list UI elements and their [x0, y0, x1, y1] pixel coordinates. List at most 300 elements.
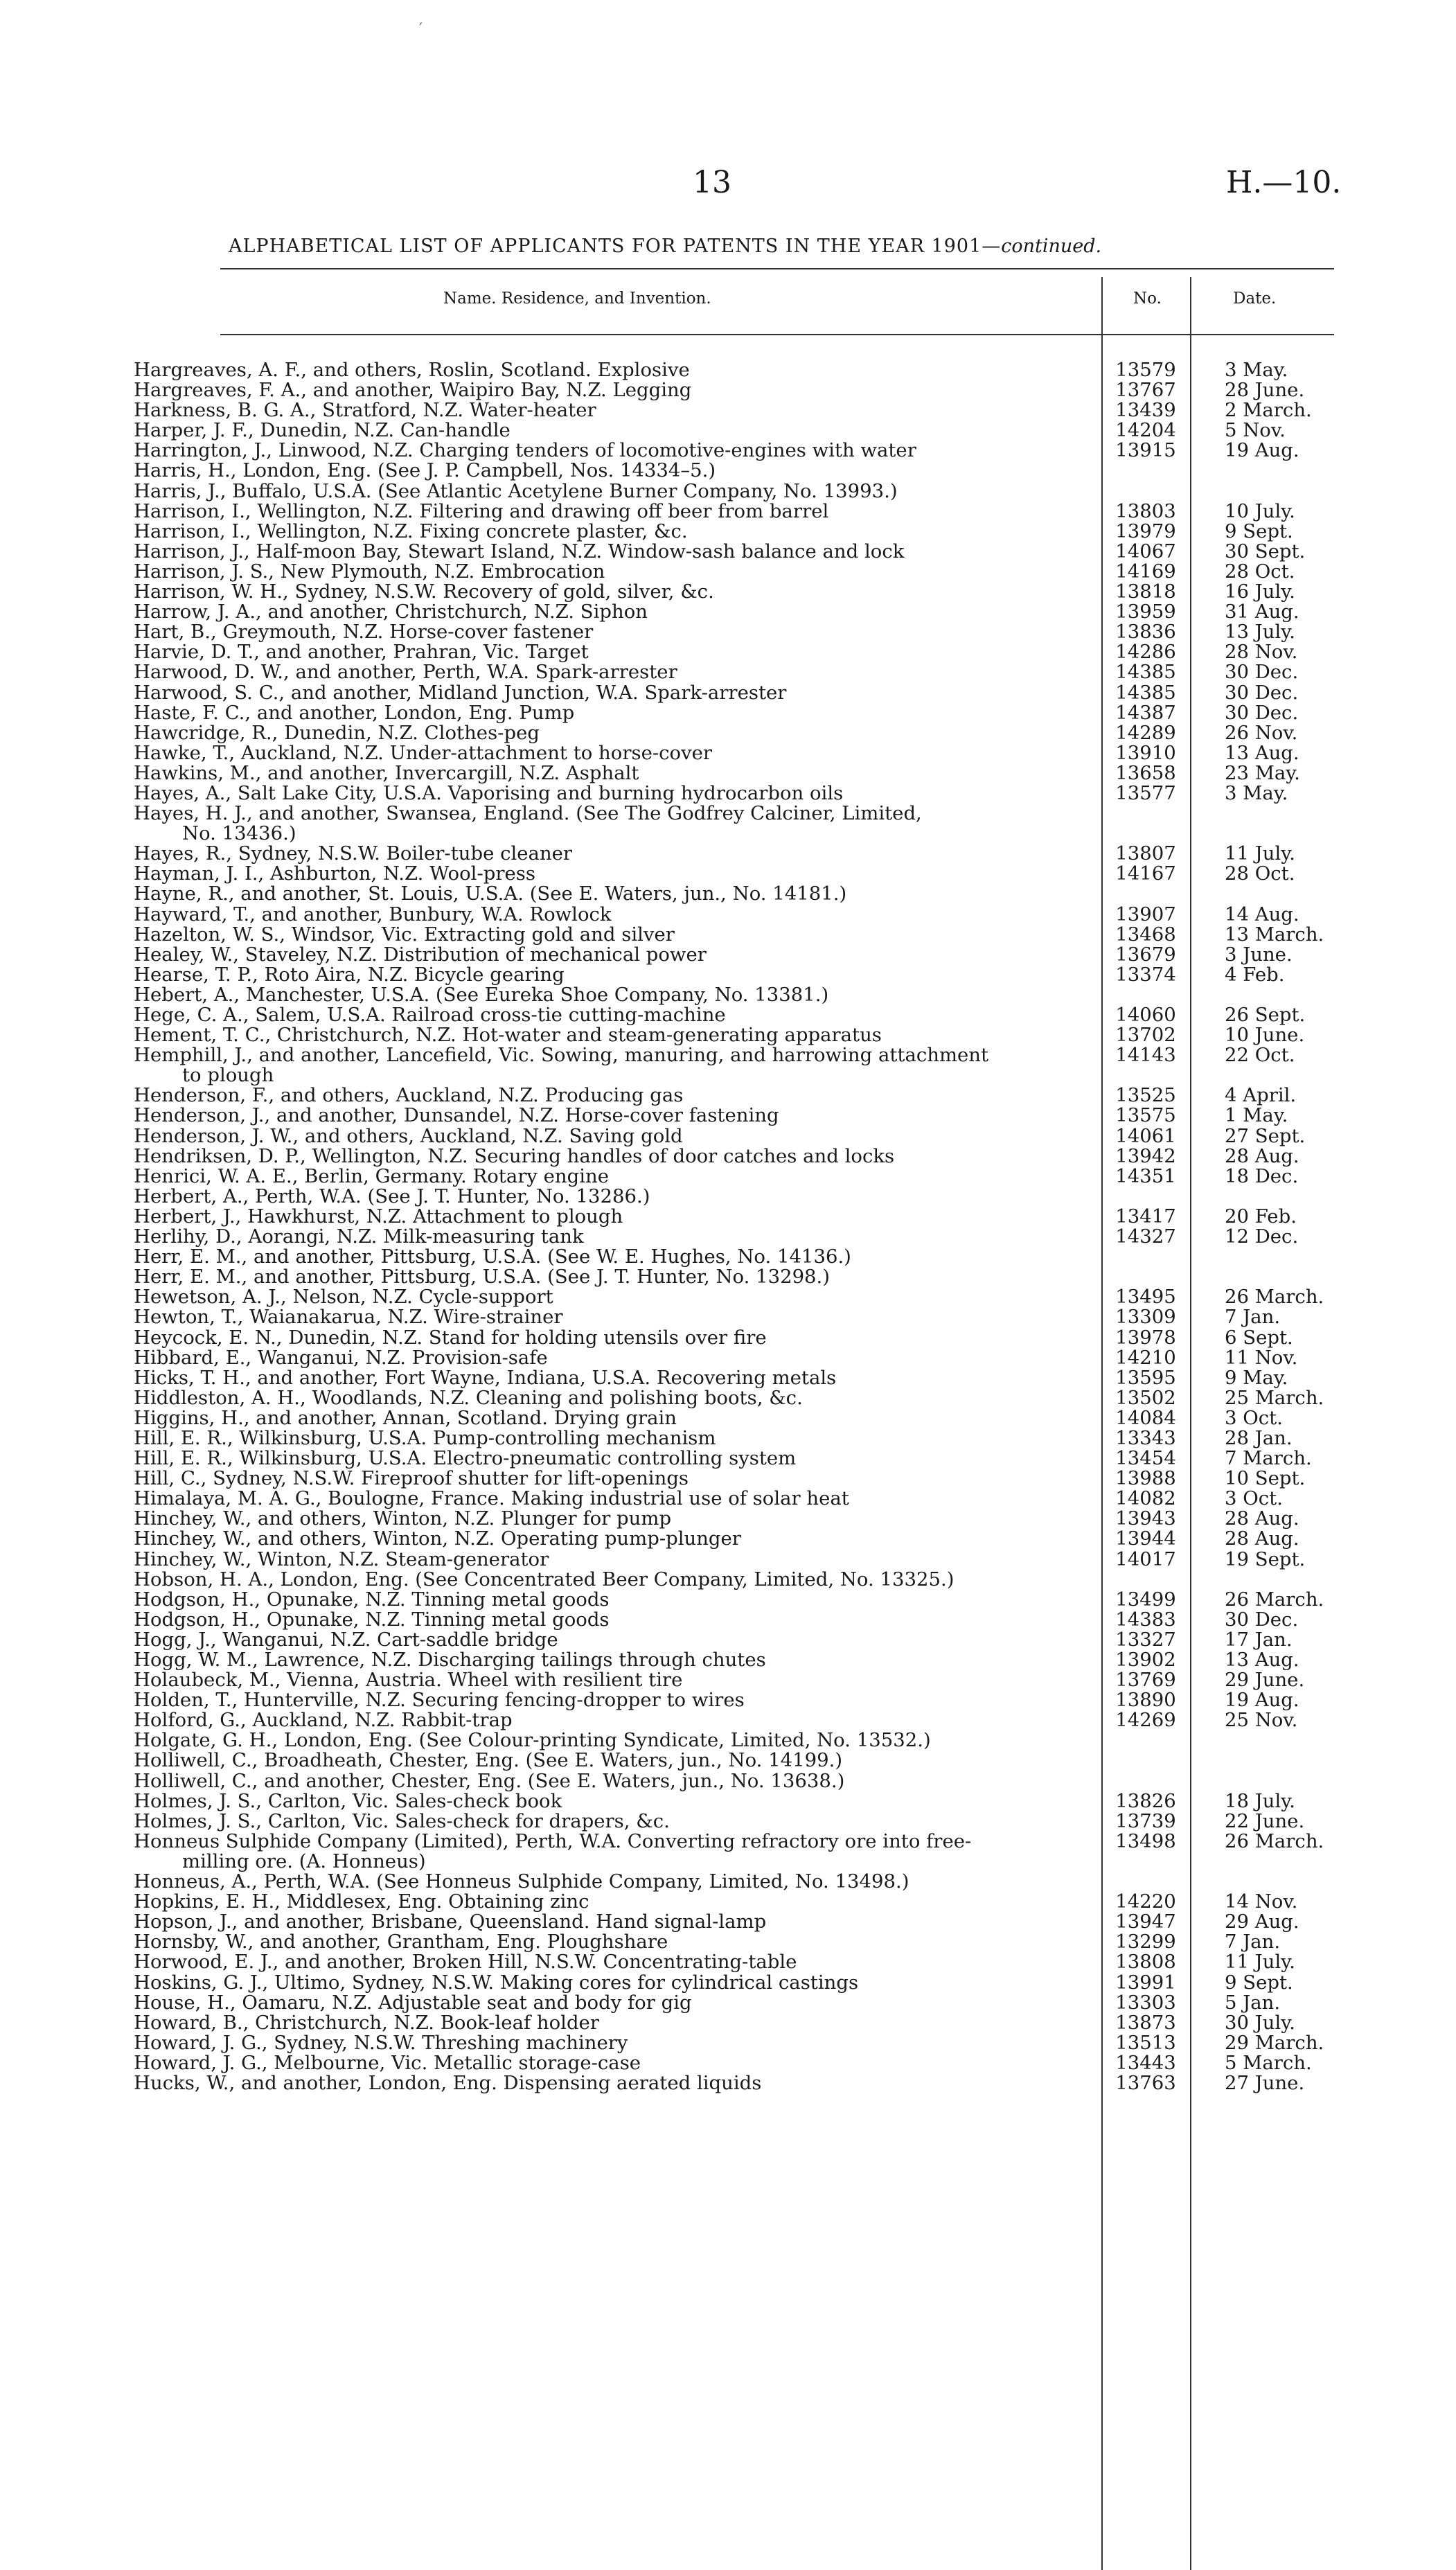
entry-text: Holgate, G. H., London, Eng. (See Colour-printing Syndicate, Limited, No. 13532.) — [134, 1730, 931, 1751]
list-item — [134, 562, 1335, 582]
applicant-list — [134, 360, 1335, 2093]
entry-date: 30 Sept. — [1225, 540, 1306, 562]
entry-text: Hayman, J. I., Ashburton, N.Z. Wool-press — [134, 864, 535, 885]
entry-date: 19 Aug. — [1225, 439, 1299, 462]
entry-number: 13502 — [1115, 1386, 1176, 1409]
list-item — [134, 1448, 1335, 1469]
entry-text: Hoskins, G. J., Ultimo, Sydney, N.S.W. Making cores for cylindrical castings — [134, 1972, 859, 1993]
list-item — [134, 1408, 1335, 1428]
list-item — [134, 1106, 1335, 1126]
entry-number: 14017 — [1115, 1548, 1176, 1570]
entry-description — [134, 1469, 1101, 1489]
entry-text: Hawke, T., Auckland, N.Z. Under-attachment to horse-cover — [134, 743, 713, 763]
entry-description — [134, 1892, 1101, 1912]
entry-number: 14351 — [1115, 1164, 1176, 1187]
entry-date: 26 March. — [1225, 1588, 1324, 1611]
list-item — [134, 1932, 1335, 1952]
entry-description — [134, 763, 1101, 783]
list-item — [134, 1912, 1335, 1932]
list-item — [134, 723, 1335, 743]
entry-number: 14210 — [1115, 1346, 1176, 1369]
entry-number: 13327 — [1115, 1628, 1176, 1651]
entry-date: 3 Oct. — [1225, 1406, 1283, 1429]
entry-date: 9 Sept. — [1225, 520, 1293, 542]
entry-date: 3 May. — [1225, 781, 1288, 804]
entry-date: 5 March. — [1225, 2051, 1312, 2074]
entry-description — [134, 1428, 1101, 1448]
entry-number: 14385 — [1115, 681, 1176, 704]
list-item — [134, 965, 1335, 985]
list-item — [134, 783, 1335, 804]
entry-description — [134, 1690, 1101, 1710]
entry-description — [134, 1993, 1101, 2013]
entry-description — [134, 1146, 1101, 1167]
entry-date: 26 Nov. — [1225, 721, 1298, 744]
entry-text: Harrington, J., Linwood, N.Z. Charging tenders of locomotive-engines with water — [134, 441, 916, 461]
list-item — [134, 461, 1335, 481]
entry-date: 28 Oct. — [1225, 862, 1295, 885]
list-item — [134, 1025, 1335, 1045]
entry-number: 13943 — [1115, 1507, 1176, 1530]
list-item — [134, 1570, 1335, 1590]
entry-text: Harwood, S. C., and another, Midland Junction, W.A. Spark-arrester — [134, 682, 787, 703]
entry-text: Hendriksen, D. P., Wellington, N.Z. Securing handles of door catches and locks — [134, 1146, 895, 1167]
list-item — [134, 844, 1335, 864]
title-rule — [220, 268, 1334, 269]
list-item — [134, 1164, 1335, 1187]
entry-text: Holliwell, C., Broadheath, Chester, Eng. (See E. Waters, jun., No. 14199.) — [134, 1751, 843, 1771]
entry-date: 25 Nov. — [1225, 1709, 1298, 1732]
list-item — [134, 1085, 1335, 1106]
entry-description — [134, 1730, 1101, 1751]
entry-date: 2 March. — [1225, 399, 1312, 422]
entry-text: Henrici, W. A. E., Berlin, Germany. Rotary engine — [134, 1166, 610, 1187]
entry-date: 10 July. — [1225, 499, 1295, 522]
entry-description — [134, 783, 1101, 804]
entry-text: Harris, H., London, Eng. (See J. P. Campbell, Nos. 14334–5.) — [134, 461, 716, 481]
list-item — [134, 1126, 1335, 1146]
entry-text: Hawcridge, R., Dunedin, N.Z. Clothes-peg — [134, 723, 540, 743]
entry-description — [134, 1932, 1101, 1952]
list-item — [134, 602, 1335, 622]
entry-number: 13303 — [1115, 1991, 1176, 2014]
entry-number: 13499 — [1115, 1588, 1176, 1611]
list-item — [134, 499, 1335, 522]
entry-text: Herbert, J., Hawkhurst, N.Z. Attachment to plough — [134, 1206, 623, 1228]
entry-text: Howard, J. G., Melbourne, Vic. Metallic storage-case — [134, 2053, 641, 2073]
entry-number: 13577 — [1115, 781, 1176, 804]
entry-number: 14204 — [1115, 419, 1176, 442]
entry-description — [134, 1207, 1101, 1227]
entry-text: Howard, J. G., Sydney, N.S.W. Threshing machinery — [134, 2032, 628, 2053]
list-item — [134, 1328, 1335, 1348]
entry-number: 14387 — [1115, 701, 1176, 724]
entry-date: 11 July. — [1225, 842, 1295, 865]
entry-date: 26 Sept. — [1225, 1004, 1306, 1026]
entry-number: 13915 — [1115, 439, 1176, 462]
entry-description — [134, 542, 1101, 562]
entry-number: 13739 — [1115, 1809, 1176, 1832]
entry-text: Hornsby, W., and another, Grantham, Eng. Ploughshare — [134, 1932, 668, 1953]
entry-description — [134, 1085, 1101, 1106]
entry-number: 14383 — [1115, 1608, 1176, 1631]
entry-number: 13525 — [1115, 1084, 1176, 1107]
entry-number: 13910 — [1115, 741, 1176, 764]
entry-number: 14327 — [1115, 1225, 1176, 1248]
entry-date: 13 July. — [1225, 621, 1295, 644]
entry-date: 19 Aug. — [1225, 1689, 1299, 1712]
entry-number: 13763 — [1115, 2071, 1176, 2094]
entry-date: 14 Aug. — [1225, 903, 1299, 925]
entry-description — [134, 1872, 1101, 1892]
entry-number: 13826 — [1115, 1789, 1176, 1812]
entry-description — [134, 420, 1101, 441]
list-item — [134, 1489, 1335, 1509]
list-item — [134, 1690, 1335, 1710]
page-number: 13 — [693, 165, 731, 200]
entry-date: 25 March. — [1225, 1386, 1324, 1409]
entry-text: Hill, C., Sydney, N.S.W. Fireproof shutter for lift-openings — [134, 1469, 689, 1489]
column-header-name: Name. Residence, and Invention. — [443, 290, 711, 308]
entry-number: 13374 — [1115, 963, 1176, 986]
entry-text: Hopkins, E. H., Middlesex, Eng. Obtaining zinc — [134, 1892, 589, 1913]
entry-description — [134, 1570, 1101, 1590]
entry-description — [134, 723, 1101, 743]
entry-text: Hewetson, A. J., Nelson, N.Z. Cycle-support — [134, 1287, 553, 1308]
entry-description — [134, 1590, 1101, 1610]
entry-description — [134, 1045, 1101, 1085]
entry-number: 13513 — [1115, 2031, 1176, 2054]
list-item — [134, 1005, 1335, 1025]
list-item — [134, 703, 1335, 723]
entry-number: 14060 — [1115, 1004, 1176, 1026]
entry-text: Hodgson, H., Opunake, N.Z. Tinning metal goods — [134, 1589, 610, 1610]
entry-text: Herr, E. M., and another, Pittsburg, U.S.A. (See W. E. Hughes, No. 14136.) — [134, 1247, 851, 1268]
entry-text: Harrison, I., Wellington, N.Z. Filtering and drawing off beer from barrel — [134, 501, 829, 522]
entry-date: 4 April. — [1225, 1084, 1297, 1107]
list-item — [134, 1267, 1335, 1287]
entry-text: Harrison, W. H., Sydney, N.S.W. Recovery of gold, silver, &c. — [134, 582, 714, 603]
entry-date: 28 Oct. — [1225, 560, 1295, 583]
entry-number: 13959 — [1115, 601, 1176, 623]
list-item — [134, 1710, 1335, 1730]
entry-description — [134, 582, 1101, 602]
entry-text: Honneus, A., Perth, W.A. (See Honneus Sulphide Company, Limited, No. 13498.) — [134, 1872, 909, 1893]
entry-description — [134, 1832, 1101, 1872]
entry-date: 13 March. — [1225, 923, 1324, 946]
entry-description — [134, 1328, 1101, 1348]
entry-text: Howard, B., Christchurch, N.Z. Book-leaf holder — [134, 2012, 599, 2033]
entry-date: 29 June. — [1225, 1669, 1305, 1692]
list-item — [134, 884, 1335, 904]
entry-text: Haste, F. C., and another, London, Eng. Pump — [134, 702, 575, 723]
entry-number: 14169 — [1115, 560, 1176, 583]
list-item — [134, 1952, 1335, 1972]
entry-text-continuation: milling ore. (A. Honneus) — [182, 1850, 426, 1872]
entry-description — [134, 1167, 1101, 1187]
entry-text: Hayes, A., Salt Lake City, U.S.A. Vaporising and burning hydrocarbon oils — [134, 783, 844, 804]
entry-text: Hart, B., Greymouth, N.Z. Horse-cover fastener — [134, 622, 594, 643]
column-header-no: No. — [1133, 290, 1162, 308]
entry-date: 30 July. — [1225, 2011, 1295, 2034]
entry-date: 30 Dec. — [1225, 681, 1299, 704]
entry-text: Hopson, J., and another, Brisbane, Queensland. Hand signal-lamp — [134, 1912, 767, 1933]
list-item — [134, 1751, 1335, 1771]
entry-text: Hayward, T., and another, Bunbury, W.A. Rowlock — [134, 904, 612, 925]
entry-date: 3 June. — [1225, 943, 1293, 966]
page-header — [0, 165, 1456, 213]
entry-description — [134, 1710, 1101, 1730]
entry-text: Hogg, J., Wanganui, N.Z. Cart-saddle bridge — [134, 1629, 558, 1650]
list-item — [134, 582, 1335, 602]
entry-number: 13575 — [1115, 1104, 1176, 1127]
entry-date: 28 Nov. — [1225, 641, 1298, 664]
entry-description — [134, 1227, 1101, 1247]
entry-date: 3 May. — [1225, 359, 1288, 381]
list-item — [134, 1791, 1335, 1811]
list-item — [134, 1973, 1335, 1993]
entry-date: 22 Oct. — [1225, 1044, 1295, 1067]
entry-text: Holmes, J. S., Carlton, Vic. Sales-check for drapers, &c. — [134, 1811, 670, 1832]
entry-text: Harwood, D. W., and another, Perth, W.A. Spark-arrester — [134, 662, 677, 683]
list-item — [134, 380, 1335, 400]
entry-description — [134, 662, 1101, 682]
entry-text: Hogg, W. M., Lawrence, N.Z. Discharging tailings through chutes — [134, 1650, 766, 1671]
page-title-suffix: continued. — [1001, 236, 1102, 257]
entry-date: 13 Aug. — [1225, 1649, 1299, 1671]
entry-date: 20 Feb. — [1225, 1205, 1297, 1228]
entry-date: 28 Jan. — [1225, 1426, 1293, 1449]
page-title — [229, 236, 1254, 257]
entry-text: Hawkins, M., and another, Invercargill, N.Z. Asphalt — [134, 763, 639, 783]
entry-text: Herbert, A., Perth, W.A. (See J. T. Hunter, No. 13286.) — [134, 1186, 650, 1207]
list-item — [134, 420, 1335, 441]
entry-description — [134, 1368, 1101, 1388]
entry-description — [134, 743, 1101, 763]
entry-description — [134, 884, 1101, 904]
entry-number: 14067 — [1115, 540, 1176, 562]
entry-text-continuation: No. 13436.) — [182, 822, 296, 844]
list-item — [134, 1771, 1335, 1791]
entry-number: 13818 — [1115, 581, 1176, 603]
list-item — [134, 864, 1335, 884]
entry-date: 16 July. — [1225, 581, 1295, 603]
entry-text: Hearse, T. P., Roto Aira, N.Z. Bicycle gearing — [134, 964, 565, 985]
entry-number: 14084 — [1115, 1406, 1176, 1429]
entry-text: Herr, E. M., and another, Pittsburg, U.S.A. (See J. T. Hunter, No. 13298.) — [134, 1267, 831, 1288]
list-item — [134, 481, 1335, 502]
entry-date: 5 Nov. — [1225, 419, 1286, 442]
entry-date: 19 Sept. — [1225, 1548, 1306, 1570]
entry-number: 13942 — [1115, 1144, 1176, 1167]
entry-text: Hebert, A., Manchester, U.S.A. (See Eureka Shoe Company, No. 13381.) — [134, 984, 829, 1005]
entry-number: 13947 — [1115, 1911, 1176, 1933]
entry-number: 14289 — [1115, 721, 1176, 744]
list-item — [134, 2073, 1335, 2093]
entry-date: 30 Dec. — [1225, 1608, 1299, 1631]
entry-text: Henderson, J., and another, Dunsandel, N.Z. Horse-cover fastening — [134, 1106, 779, 1126]
entry-date: 28 Aug. — [1225, 1144, 1299, 1167]
entry-date: 7 Jan. — [1225, 1306, 1281, 1329]
entry-text: Harris, J., Buffalo, U.S.A. (See Atlantic Acetylene Burner Company, No. 13993.) — [134, 481, 898, 502]
entry-text: Hobson, H. A., London, Eng. (See Concentrated Beer Company, Limited, No. 13325.) — [134, 1569, 955, 1590]
entry-number: 13978 — [1115, 1326, 1176, 1349]
entry-text: Healey, W., Staveley, N.Z. Distribution of mechanical power — [134, 944, 707, 965]
list-item — [134, 1650, 1335, 1670]
entry-description — [134, 2073, 1101, 2093]
entry-description — [134, 1126, 1101, 1146]
entry-number: 14143 — [1115, 1044, 1176, 1067]
list-item — [134, 1529, 1335, 1549]
entry-text: Hibbard, E., Wanganui, N.Z. Provision-safe — [134, 1347, 548, 1368]
list-item — [134, 763, 1335, 783]
list-item — [134, 1428, 1335, 1448]
entry-description — [134, 1005, 1101, 1025]
list-item — [134, 1045, 1335, 1085]
list-item — [134, 743, 1335, 763]
entry-number: 13309 — [1115, 1306, 1176, 1329]
entry-description — [134, 864, 1101, 884]
entry-description — [134, 844, 1101, 864]
entry-number: 14220 — [1115, 1890, 1176, 1913]
list-item — [134, 925, 1335, 945]
entry-text: Hege, C. A., Salem, U.S.A. Railroad cross-tie cutting-machine — [134, 1005, 726, 1026]
entry-text: Hayne, R., and another, St. Louis, U.S.A. (See E. Waters, jun., No. 14181.) — [134, 884, 847, 905]
entry-description — [134, 1448, 1101, 1469]
entry-number: 13498 — [1115, 1829, 1176, 1852]
entry-description — [134, 1811, 1101, 1832]
column-header-date: Date. — [1233, 290, 1277, 308]
entry-date: 31 Aug. — [1225, 601, 1299, 623]
entry-date: 27 June. — [1225, 2071, 1305, 2094]
entry-description — [134, 1307, 1101, 1327]
entry-number: 13454 — [1115, 1447, 1176, 1470]
entry-number: 13991 — [1115, 1971, 1176, 1994]
entry-number: 13595 — [1115, 1366, 1176, 1389]
list-item — [134, 985, 1335, 1005]
entry-text: Hiddleston, A. H., Woodlands, N.Z. Cleaning and polishing boots, &c. — [134, 1388, 803, 1408]
entry-description — [134, 905, 1101, 925]
list-item — [134, 1469, 1335, 1489]
entry-date: 13 Aug. — [1225, 741, 1299, 764]
entry-text-continuation: to plough — [182, 1064, 274, 1086]
entry-number: 13495 — [1115, 1286, 1176, 1309]
entry-date: 18 July. — [1225, 1789, 1295, 1812]
entry-number: 14167 — [1115, 862, 1176, 885]
entry-date: 10 Sept. — [1225, 1467, 1306, 1490]
list-item — [134, 1146, 1335, 1167]
entry-number: 13807 — [1115, 842, 1176, 865]
list-item — [134, 1730, 1335, 1751]
entry-description — [134, 1187, 1101, 1207]
entry-date: 4 Feb. — [1225, 963, 1285, 986]
entry-number: 14082 — [1115, 1487, 1176, 1510]
entry-description — [134, 804, 1101, 844]
entry-date: 6 Sept. — [1225, 1326, 1293, 1349]
entry-text: Henderson, F., and others, Auckland, N.Z. Producing gas — [134, 1085, 684, 1106]
entry-description — [134, 481, 1101, 502]
page-title-text: ALPHABETICAL LIST OF APPLICANTS FOR PATENTS IN THE YEAR 1901— — [229, 236, 1002, 257]
list-item — [134, 1670, 1335, 1690]
entry-date: 30 Dec. — [1225, 701, 1299, 724]
entry-text: Hement, T. C., Christchurch, N.Z. Hot-water and steam-generating apparatus — [134, 1025, 882, 1046]
entry-description — [134, 1529, 1101, 1549]
entry-text: Heycock, E. N., Dunedin, N.Z. Stand for holding utensils over fire — [134, 1327, 767, 1348]
entry-text: Hemphill, J., and another, Lancefield, Vic. Sowing, manuring, and harrowing attachment — [134, 1045, 989, 1067]
entry-text: Honneus Sulphide Company (Limited), Perth, W.A. Converting refractory ore into free- — [134, 1831, 972, 1852]
entry-description — [134, 602, 1101, 622]
entry-date: 18 Dec. — [1225, 1164, 1299, 1187]
entry-text: Hargreaves, F. A., and another, Waipiro Bay, N.Z. Legging — [134, 380, 692, 401]
list-item — [134, 1287, 1335, 1307]
entry-date: 12 Dec. — [1225, 1225, 1299, 1248]
list-item — [134, 1509, 1335, 1529]
entry-text: Hayes, R., Sydney, N.S.W. Boiler-tube cleaner — [134, 844, 573, 865]
entry-number: 13417 — [1115, 1205, 1176, 1228]
entry-text: Harper, J. F., Dunedin, N.Z. Can-handle — [134, 420, 511, 441]
entry-number: 13443 — [1115, 2051, 1176, 2074]
entry-text: Higgins, H., and another, Annan, Scotland. Drying grain — [134, 1408, 677, 1428]
entry-text: Holliwell, C., and another, Chester, Eng. (See E. Waters, jun., No. 13638.) — [134, 1771, 845, 1791]
entry-date: 3 Oct. — [1225, 1487, 1283, 1510]
entry-date: 29 Aug. — [1225, 1911, 1299, 1933]
entry-description — [134, 441, 1101, 461]
entry-date: 5 Jan. — [1225, 1991, 1281, 2014]
entry-text: Harrison, J. S., New Plymouth, N.Z. Embrocation — [134, 561, 605, 583]
entry-description — [134, 461, 1101, 481]
entry-description — [134, 1650, 1101, 1670]
entry-date: 11 July. — [1225, 1951, 1295, 1974]
list-item — [134, 905, 1335, 925]
entry-text: Henderson, J. W., and others, Auckland, N.Z. Saving gold — [134, 1126, 683, 1146]
list-item — [134, 1610, 1335, 1630]
entry-date: 26 March. — [1225, 1286, 1324, 1309]
entry-description — [134, 1025, 1101, 1045]
entry-text: Holford, G., Auckland, N.Z. Rabbit-trap — [134, 1710, 513, 1731]
entry-date: 11 Nov. — [1225, 1346, 1298, 1369]
list-item — [134, 400, 1335, 420]
entry-number: 13988 — [1115, 1467, 1176, 1490]
entry-number: 13679 — [1115, 943, 1176, 966]
document-code: H.—10. — [1226, 165, 1342, 200]
entry-text: Hinchey, W., Winton, N.Z. Steam-generator — [134, 1549, 549, 1570]
entry-number: 14061 — [1115, 1124, 1176, 1147]
entry-text: Holaubeck, M., Vienna, Austria. Wheel with resilient tire — [134, 1670, 683, 1691]
entry-description — [134, 2013, 1101, 2033]
entry-number: 13873 — [1115, 2011, 1176, 2034]
entry-number: 14385 — [1115, 661, 1176, 684]
entry-text: House, H., Oamaru, N.Z. Adjustable seat and body for gig — [134, 1992, 692, 2013]
entry-text: Harrison, J., Half-moon Bay, Stewart Island, N.Z. Window-sash balance and lock — [134, 541, 905, 562]
entry-number: 13299 — [1115, 1931, 1176, 1953]
entry-description — [134, 1973, 1101, 1993]
entry-description — [134, 360, 1101, 380]
entry-description — [134, 1106, 1101, 1126]
entry-number: 13343 — [1115, 1426, 1176, 1449]
entry-description — [134, 1287, 1101, 1307]
entry-text: Hucks, W., and another, London, Eng. Dispensing aerated liquids — [134, 2073, 762, 2094]
entry-date: 28 June. — [1225, 379, 1305, 402]
entry-description — [134, 925, 1101, 945]
entry-number: 14269 — [1115, 1709, 1176, 1732]
entry-text: Harrow, J. A., and another, Christchurch, N.Z. Siphon — [134, 602, 648, 623]
entry-description — [134, 1952, 1101, 1972]
entry-text: Hinchey, W., and others, Winton, N.Z. Operating pump-plunger — [134, 1529, 741, 1550]
entry-text: Hewton, T., Waianakarua, N.Z. Wire-strainer — [134, 1307, 563, 1328]
entry-date: 30 Dec. — [1225, 661, 1299, 684]
entry-text: Herlihy, D., Aorangi, N.Z. Milk-measuring tank — [134, 1227, 584, 1248]
entry-number: 13579 — [1115, 359, 1176, 381]
